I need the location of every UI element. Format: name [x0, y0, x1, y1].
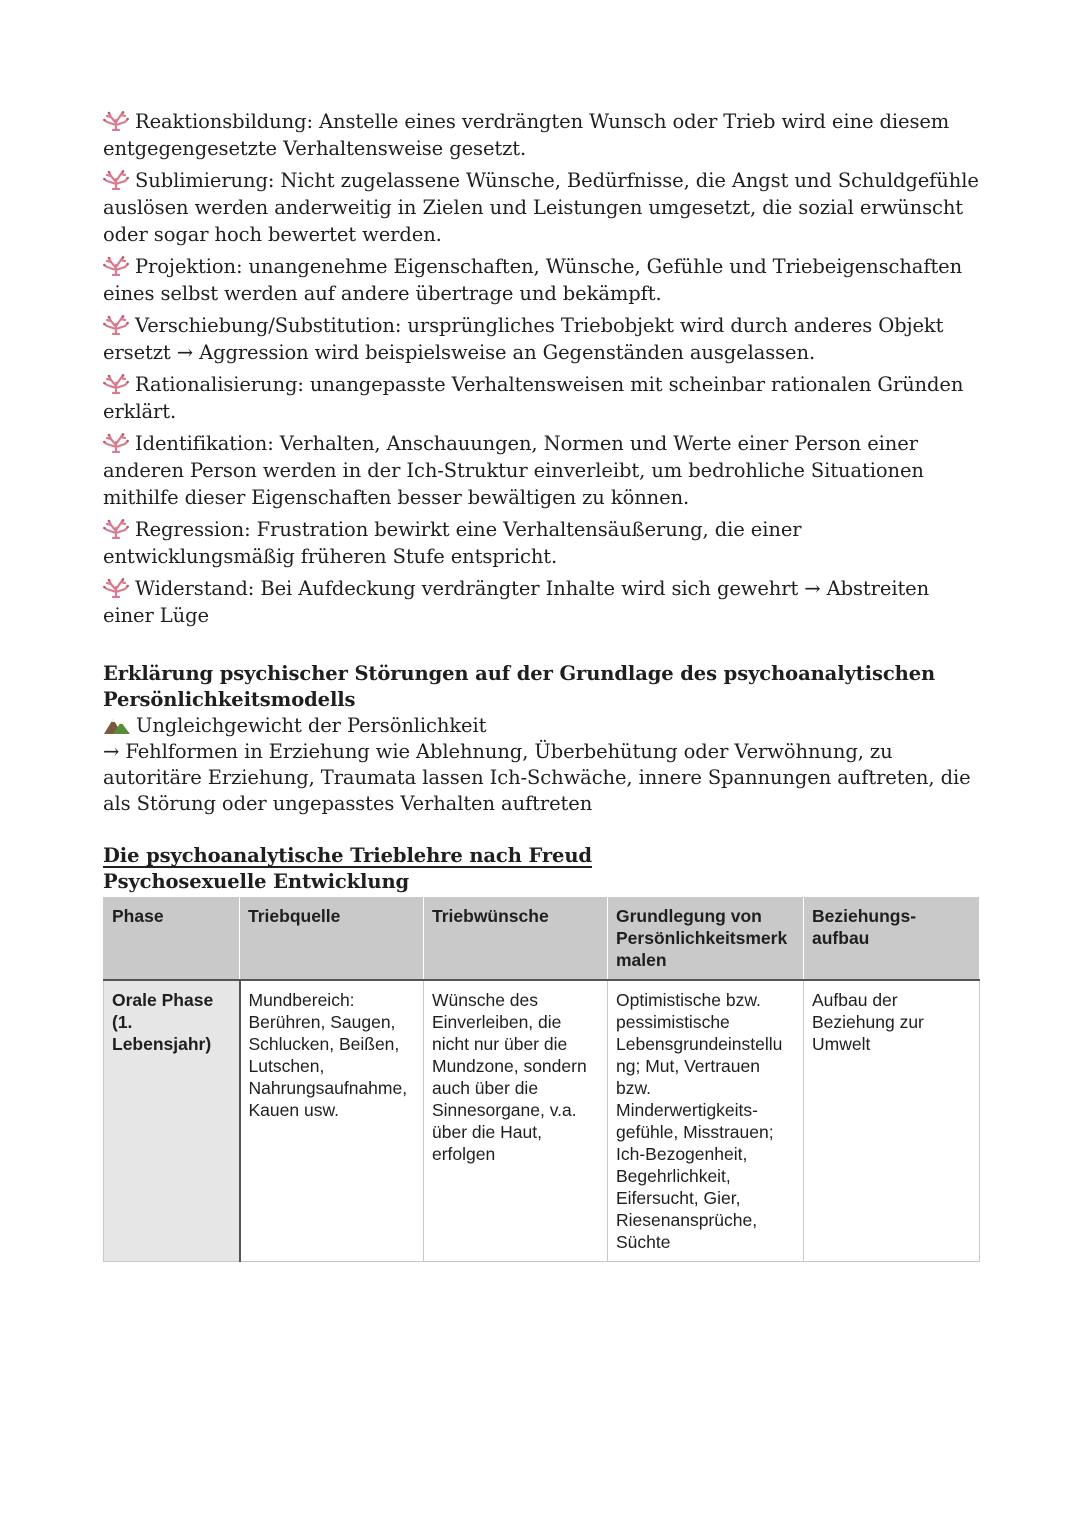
- column-header: Phase: [104, 897, 240, 980]
- defense-mechanisms-list: [103, 108, 983, 629]
- imbalance-text: Ungleichgewicht der Persönlichkeit: [136, 714, 487, 737]
- mechanism-item: [103, 253, 983, 307]
- psychosexual-table: [103, 897, 980, 1262]
- mechanism-text: Reaktionsbildung: Anstelle eines verdrängten Wunsch oder Trieb wird eine diesem entgegengesetzte Verhaltensweise gesetzt.: [103, 110, 950, 160]
- mechanism-item: [103, 371, 983, 425]
- table-cell: Wünsche des Einverleiben, die nicht nur über die Mundzone, sondern auch über die Sinnesorgane, v.a. über die Haut, erfolgen: [424, 980, 608, 1262]
- mechanism-item: [103, 312, 983, 366]
- table-cell: Aufbau der Beziehung zur Umwelt: [804, 980, 980, 1262]
- coral-icon: [103, 111, 129, 131]
- mechanism-item: [103, 167, 983, 248]
- mechanism-text: Identifikation: Verhalten, Anschauungen, Normen und Werte einer Person einer anderen Person werden in der Ich-Struktur einverleibt, um bedrohliche Situationen mithilfe dieser Eigenschaften besser bewältigen zu können.: [103, 432, 924, 509]
- table-cell: Optimistische bzw. pessimistische Lebensgrundeinstellu ng; Mut, Vertrauen bzw. Minderwertigkeits- gefühle, Misstrauen; Ich-Bezogenheit, Begehrlichkeit, Eifersucht, Gier, Riesenansprüche, Süchte: [608, 980, 804, 1262]
- table-cell: Mundbereich: Berühren, Saugen, Schlucken, Beißen, Lutschen, Nahrungsaufnahme, Kauen usw.: [240, 980, 424, 1262]
- mechanism-text: Regression: Frustration bewirkt eine Verhaltensäußerung, die einer entwicklungsmäßig früheren Stufe entspricht.: [103, 518, 802, 568]
- table-header-row: [104, 897, 980, 980]
- coral-icon: [103, 315, 129, 335]
- mechanism-item: [103, 108, 983, 162]
- column-header: Triebwünsche: [424, 897, 608, 980]
- column-header: Grundlegung von Persönlichkeitsmerk malen: [608, 897, 804, 980]
- coral-icon: [103, 374, 129, 394]
- mechanism-text: Sublimierung: Nicht zugelassene Wünsche, Bedürfnisse, die Angst und Schuldgefühle auslösen werden anderweitig in Zielen und Leistungen umgesetzt, die sozial erwünscht oder sogar hoch bewertet werden.: [103, 169, 979, 246]
- mechanism-text: Widerstand: Bei Aufdeckung verdrängter Inhalte wird sich gewehrt → Abstreiten einer Lüge: [103, 577, 930, 627]
- coral-icon: [103, 170, 129, 190]
- column-header: Beziehungs- aufbau: [804, 897, 980, 980]
- disorders-section: [103, 661, 983, 817]
- mechanism-item: [103, 516, 983, 570]
- coral-icon: [103, 519, 129, 539]
- table-cell: Orale Phase (1. Lebensjahr): [104, 980, 240, 1262]
- mechanism-item: [103, 430, 983, 511]
- section-heading: Erklärung psychischer Störungen auf der Grundlage des psychoanalytischen Persönlichkeitsmodells: [103, 662, 936, 711]
- document-page: [103, 108, 983, 1262]
- mechanism-text: Projektion: unangenehme Eigenschaften, Wünsche, Gefühle und Triebeigenschaften eines selbst werden auf andere übertrage und bekämpft.: [103, 255, 963, 305]
- mechanism-item: [103, 575, 983, 629]
- imbalance-line: [103, 713, 983, 739]
- coral-icon: [103, 256, 129, 276]
- coral-icon: [103, 433, 129, 453]
- explanation-text: → Fehlformen in Erziehung wie Ablehnung, Überbehütung oder Verwöhnung, zu autoritäre Erziehung, Traumata lassen Ich-Schwäche, innere Spannungen auftreten, die als Störung oder ungepasstes Verhalten auftreten: [103, 740, 971, 815]
- section-heading: [103, 843, 983, 869]
- mechanism-text: Rationalisierung: unangepasste Verhaltensweisen mit scheinbar rationalen Gründen erklärt.: [103, 373, 964, 423]
- coral-icon: [103, 578, 129, 598]
- column-header: Triebquelle: [240, 897, 424, 980]
- mountain-icon: [103, 715, 131, 735]
- mechanism-text: Verschiebung/Substitution: ursprüngliches Triebobjekt wird durch anderes Objekt ersetzt → Aggression wird beispielsweise an Gegenständen ausgelassen.: [103, 314, 944, 364]
- drive-theory-title: Die psychoanalytische Trieblehre nach Freud: [103, 844, 592, 867]
- table-row: [104, 980, 980, 1262]
- psychosexual-subtitle: Psychosexuelle Entwicklung: [103, 870, 410, 893]
- drive-theory-section: [103, 843, 983, 895]
